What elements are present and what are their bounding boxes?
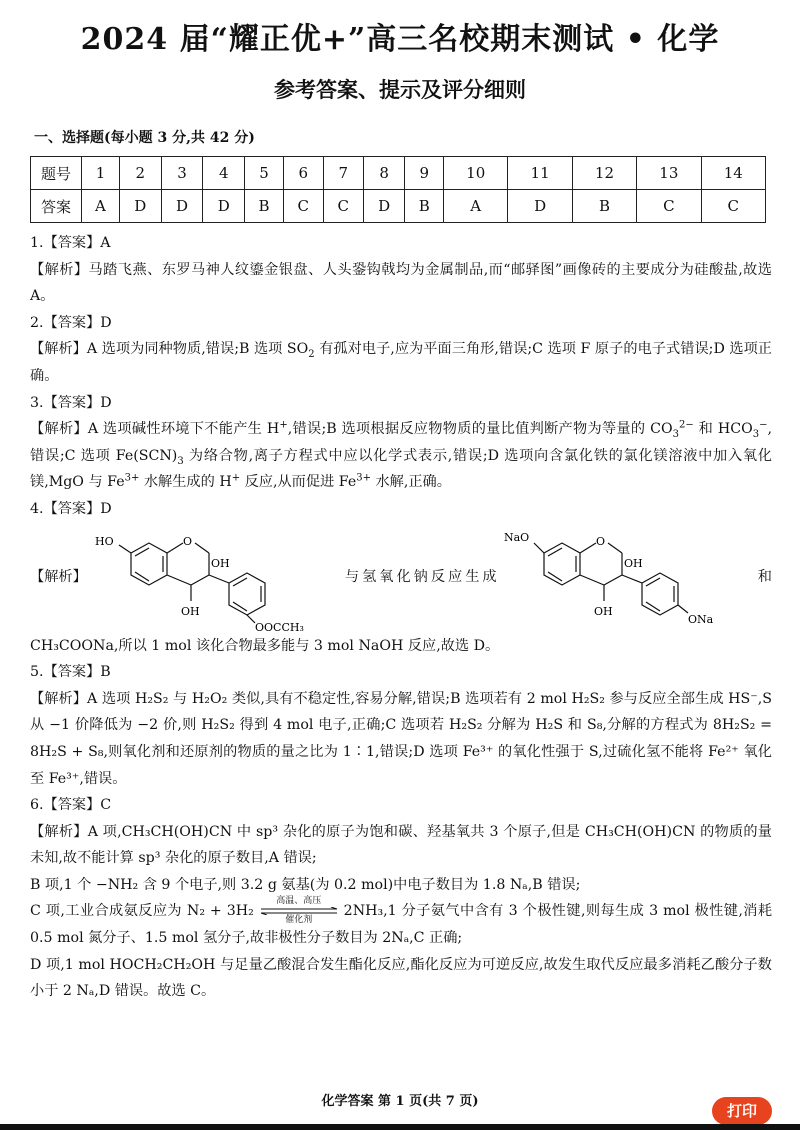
answer-cell: B (572, 190, 636, 223)
row-header: 答案 (31, 190, 82, 223)
question-number: 7 (323, 157, 363, 190)
text-span: C 项,工业合成氨反应为 N₂ + 3H₂ (30, 903, 254, 920)
answer-cell: D (161, 190, 203, 223)
question-number: 10 (444, 157, 508, 190)
q4-reaction-row (30, 523, 772, 633)
q4-tail: CH₃COONa,所以 1 mol 该化合物最多能与 3 mol NaOH 反应,故选 D。 (30, 637, 500, 654)
text-span: 和 HCO (693, 421, 753, 438)
ester-label: OOCCH₃ (254, 620, 304, 633)
q5-answer: 5.【答案】B (30, 664, 111, 681)
answer-cell: C (701, 190, 765, 223)
question-number: 3 (161, 157, 203, 190)
question-number: 12 (572, 157, 636, 190)
section-heading: 一、选择题(每小题 3 分,共 42 分) (34, 130, 255, 146)
bottom-bar (0, 1124, 800, 1130)
question-number: 14 (701, 157, 765, 190)
text-span: 为络合物,离子方程式中应以化学式表示,错误;D 选项向含氯化铁的氯化镁溶液中加入氧化镁,MgO 与 Fe (30, 447, 772, 491)
answer-cell: C (283, 190, 323, 223)
question-number: 1 (82, 157, 120, 190)
question-number: 11 (508, 157, 572, 190)
arrow-condition-top: 高温、高压 (276, 896, 322, 907)
q4-and-text: 和 (757, 569, 772, 586)
question-number: 13 (637, 157, 701, 190)
q6-analysis-b: B 项,1 个 −NH₂ 含 9 个电子,则 3.2 g 氨基(为 0.2 mol)中电子数目为 1.8 Nₐ,B 错误; (30, 876, 581, 893)
answer-cell: B (245, 190, 284, 223)
question-number: 5 (245, 157, 284, 190)
q2-analysis: 【解析】A 选项为同种物质,错误;B 选项 $SO_2$ 有孤对电子,应为平面三角形,错误;C 选项 F 原子的电子式错误;D 选项正确。 (30, 341, 772, 384)
q6-analysis-a: 【解析】A 项,CH₃CH(OH)CN 中 sp³ 杂化的原子为饱和碳、羟基氧共 3 个原子,但是 CH₃CH(OH)CN 的物质的量未知,故不能计算 sp³ 杂化的原子数目,A 错误; (30, 823, 772, 867)
q3-answer: 3.【答案】D (30, 394, 112, 411)
row-header: 题号 (31, 157, 82, 190)
q2-answer: 2.【答案】D (30, 314, 112, 331)
answer-cell: D (119, 190, 161, 223)
oh-label: OH (210, 556, 230, 570)
oh2-label: OH (593, 604, 613, 618)
answer-cell: D (508, 190, 572, 223)
ring-o-label: O (182, 534, 192, 548)
answer-explanations (30, 230, 772, 1005)
text-span: 水解生成的 H (139, 474, 232, 491)
page-title: 2024 届“耀正优+”高三名校期末测试 • 化学 (80, 22, 720, 57)
q3-analysis: 【解析】A 选项碱性环境下不能产生 H+,错误;B 选项根据反应物物质的量比值判断产物为等量的 $CO_3^{2-}$ 和 $HCO_3^-$,错误;C 选项 $Fe(SCN)_3$ 为络合物,离子方程式中应以化学式表示,错误;D 选项向含氯化铁的氯化镁溶液中加入氧化镁,MgO 与 $Fe^{3+}$ 水解生成的 H+ 反应,从而促进 $Fe^{3+}$ 水解,正确。 (30, 419, 773, 491)
arrow-condition-bottom: 催化剂 (285, 915, 313, 926)
nao-label: NaO (503, 530, 529, 544)
question-number: 8 (363, 157, 405, 190)
q6-answer: 6.【答案】C (30, 797, 112, 814)
oh2-label: OH (180, 604, 200, 618)
q4-mid-text: 与氢氧化钠反应生成 (344, 569, 500, 586)
text-span: ,错误;C 选项 Fe(SCN) (30, 421, 773, 464)
question-number: 2 (119, 157, 161, 190)
table-row (31, 190, 766, 223)
reaction-arrow (259, 898, 339, 924)
answer-cell: B (405, 190, 444, 223)
answer-cell: C (637, 190, 701, 223)
text-span: 反应,从而促进 Fe (240, 474, 357, 491)
text-span: 2NH₃,1 分子氨气中含有 3 个极性键,则每生成 3 mol 极性键,消耗 0.5 mol 氮分子、1.5 mol 氢分子,故非极性分子数目为 2Nₐ,C 正确; (30, 903, 773, 947)
text-span: 【解析】A 选项碱性环境下不能产生 H (30, 421, 280, 438)
table-row (31, 157, 766, 190)
product-structure (504, 523, 754, 633)
q4-label: 【解析】 (30, 569, 87, 586)
q1-analysis: 【解析】马踏飞燕、东罗马神人纹鎏金银盘、人头銎钩戟均为金属制品,而“邮驿图”画像砖的主要成分为硅酸盐,故选 A。 (30, 261, 772, 305)
question-number: 6 (283, 157, 323, 190)
oh-label: OH (623, 556, 643, 570)
text-span: 有孤对电子,应为平面三角形,错误;C 选项 F 原子的电子式错误;D 选项正确。 (30, 341, 772, 384)
q1-answer: 1.【答案】A (30, 235, 111, 251)
text-span: 水解,正确。 (370, 474, 451, 491)
question-number: 4 (203, 157, 245, 190)
text-span: 【解析】A 选项为同种物质,错误;B 选项 SO (30, 341, 309, 358)
answer-cell: A (82, 190, 120, 223)
ona-label: ONa (687, 612, 713, 626)
print-button[interactable]: 打印 (712, 1097, 772, 1125)
q5-analysis: 【解析】A 选项 H₂S₂ 与 H₂O₂ 类似,具有不稳定性,容易分解,错误;B 选项若有 2 mol H₂S₂ 参与反应全部生成 HS⁻,S 从 −1 价降低为 −2 价,则 H₂S₂ 得到 4 mol 电子,正确;C 选项若 H₂S₂ 分解为 H₂S 和 S₈,分解的方程式为 8H₂S₂ = 8H₂S + S₈,则氧化剂和还原剂的物质的量之比为 1∶1,错误;D 选项 Fe³⁺ 的氧化性强于 S,过硫化氢不能将 Fe²⁺ 氧化至 Fe³⁺,错误。 (30, 690, 772, 787)
answer-cell: C (323, 190, 363, 223)
page-footer: 化学答案 第 1 页(共 7 页) (321, 1094, 479, 1109)
q4-answer: 4.【答案】D (30, 500, 112, 517)
reactant-structure (91, 523, 341, 633)
ho-label: HO (94, 534, 114, 548)
answer-cell: A (444, 190, 508, 223)
question-number: 9 (405, 157, 444, 190)
q6-analysis-d: D 项,1 mol HOCH₂CH₂OH 与足量乙酸混合发生酯化反应,酯化反应为可逆反应,故发生取代反应最多消耗乙酸分子数小于 2 Nₐ,D 错误。故选 C。 (30, 956, 772, 1000)
answer-cell: D (203, 190, 245, 223)
q6-analysis-c (30, 898, 772, 951)
answer-table (30, 156, 766, 223)
page-subtitle: 参考答案、提示及评分细则 (274, 77, 526, 102)
answer-cell: D (363, 190, 405, 223)
text-span: ,错误;B 选项根据反应物物质的量比值判断产物为等量的 CO (287, 421, 673, 438)
ring-o-label: O (595, 534, 605, 548)
